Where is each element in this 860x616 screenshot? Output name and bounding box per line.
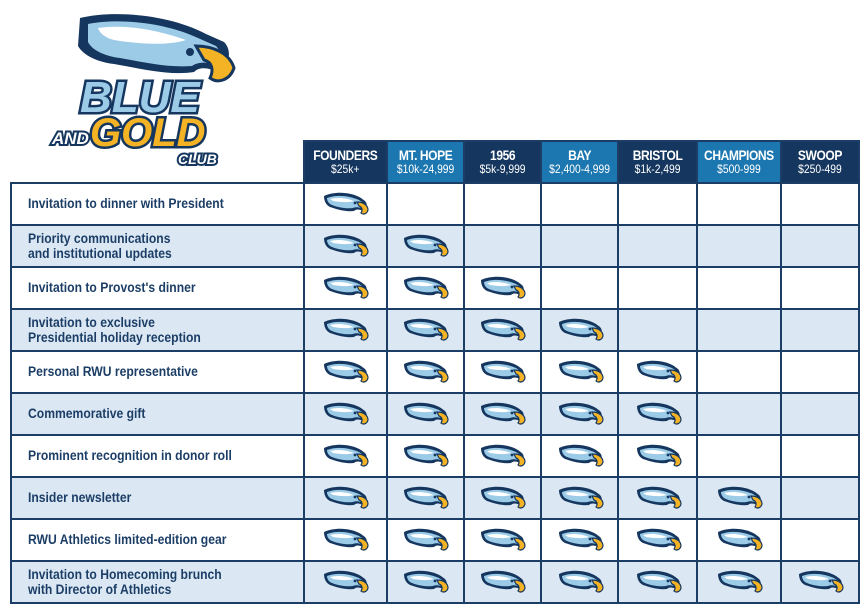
logo-text-and: AND xyxy=(52,129,89,148)
tier-cell xyxy=(781,393,859,435)
tier-cell xyxy=(387,183,464,225)
tier-range: $2,400-4,999 xyxy=(549,162,611,177)
tier-cell xyxy=(464,267,541,309)
eagle-head-icon xyxy=(321,358,369,386)
benefit-label-text xyxy=(28,196,224,211)
eagle-head-icon xyxy=(401,358,449,386)
benefit-label-text xyxy=(28,567,222,597)
tier-cell xyxy=(697,435,781,477)
benefit-label xyxy=(11,309,304,351)
tier-cell xyxy=(464,351,541,393)
eagle-head-icon xyxy=(478,442,526,470)
benefit-row xyxy=(11,561,859,603)
eagle-head-icon xyxy=(321,526,369,554)
eagle-head-icon xyxy=(556,400,604,428)
logo-text-gold: GOLD xyxy=(90,111,206,155)
tier-cell xyxy=(464,477,541,519)
tier-name: MT. HOPE xyxy=(398,146,452,163)
benefit-row xyxy=(11,351,859,393)
benefit-label xyxy=(11,267,304,309)
benefit-label-text xyxy=(28,532,226,547)
eagle-head-icon xyxy=(556,484,604,512)
tier-cell xyxy=(781,561,859,603)
tier-cell xyxy=(304,351,387,393)
tier-cell xyxy=(387,519,464,561)
tier-cell xyxy=(618,519,697,561)
benefit-label-line: Invitation to exclusive xyxy=(28,314,155,330)
tier-cell xyxy=(464,309,541,351)
benefit-label-line: Invitation to Provost's dinner xyxy=(28,280,196,296)
benefit-label-line: Personal RWU representative xyxy=(28,364,198,380)
eagle-head-icon xyxy=(321,568,369,596)
eagle-head-icon xyxy=(478,484,526,512)
tier-cell xyxy=(697,309,781,351)
eagle-head-icon xyxy=(401,316,449,344)
tier-cell xyxy=(618,561,697,603)
tier-name: 1956 xyxy=(489,146,515,163)
eagle-head-icon xyxy=(715,568,763,596)
tier-cell xyxy=(387,477,464,519)
tier-cell xyxy=(618,309,697,351)
tier-cell xyxy=(304,225,387,267)
benefit-label xyxy=(11,351,304,393)
tier-cell xyxy=(541,477,618,519)
eagle-head-icon xyxy=(634,442,682,470)
benefit-label-line: Presidential holiday reception xyxy=(28,330,201,345)
tier-cell xyxy=(541,519,618,561)
tier-cell xyxy=(697,267,781,309)
benefit-label-line: Insider newsletter xyxy=(28,490,132,506)
tier-cell xyxy=(618,477,697,519)
tier-name: CHAMPIONS xyxy=(704,146,775,163)
tier-header-bristol xyxy=(618,141,697,183)
benefit-row xyxy=(11,309,859,351)
tier-cell xyxy=(304,183,387,225)
tier-cell xyxy=(304,519,387,561)
tier-cell xyxy=(304,393,387,435)
eagle-head-icon xyxy=(634,358,682,386)
tier-cell xyxy=(697,393,781,435)
tier-cell xyxy=(697,561,781,603)
eagle-head-icon xyxy=(478,274,526,302)
eagle-head-icon xyxy=(321,442,369,470)
eagle-head-icon xyxy=(478,526,526,554)
eagle-head-icon xyxy=(401,568,449,596)
eagle-head-icon xyxy=(401,484,449,512)
eagle-head-icon xyxy=(556,358,604,386)
tier-cell xyxy=(697,519,781,561)
tier-cell xyxy=(618,351,697,393)
tier-cell xyxy=(541,183,618,225)
tier-cell xyxy=(618,225,697,267)
eagle-head-icon xyxy=(556,442,604,470)
tier-cell xyxy=(387,393,464,435)
tier-cell xyxy=(387,267,464,309)
benefit-row xyxy=(11,519,859,561)
eagle-head-icon xyxy=(401,442,449,470)
eagle-head-icon xyxy=(321,190,369,218)
benefit-label-line: with Director of Athletics xyxy=(28,582,172,597)
tier-range: $25k+ xyxy=(331,162,360,177)
benefit-label-line: and institutional updates xyxy=(28,246,172,261)
eagle-head-icon xyxy=(634,568,682,596)
tier-cell xyxy=(304,267,387,309)
benefit-label-line: Priority communications xyxy=(28,230,171,246)
tier-cell xyxy=(618,393,697,435)
eagle-head-icon xyxy=(715,484,763,512)
tier-cell xyxy=(541,561,618,603)
eagle-head-icon xyxy=(321,232,369,260)
benefit-label-text xyxy=(28,406,145,421)
tier-cell xyxy=(781,519,859,561)
benefit-label xyxy=(11,561,304,603)
tier-cell xyxy=(541,309,618,351)
benefit-label-text xyxy=(28,490,131,505)
eagle-head-icon xyxy=(634,484,682,512)
benefit-row xyxy=(11,183,859,225)
eagle-head-icon xyxy=(634,526,682,554)
tier-header-mt-hope xyxy=(387,141,464,183)
tier-cell xyxy=(618,183,697,225)
tier-cell xyxy=(387,561,464,603)
tier-cell xyxy=(618,435,697,477)
eagle-head-icon xyxy=(401,526,449,554)
tier-range: $500-999 xyxy=(717,162,762,177)
tier-cell xyxy=(781,435,859,477)
benefit-row xyxy=(11,267,859,309)
tier-cell xyxy=(387,225,464,267)
tier-cell xyxy=(304,309,387,351)
eagle-head-icon xyxy=(634,400,682,428)
tier-cell xyxy=(541,267,618,309)
tier-cell xyxy=(781,351,859,393)
benefit-label-line: Commemorative gift xyxy=(28,406,146,422)
eagle-head-icon xyxy=(478,400,526,428)
benefit-rows xyxy=(11,183,859,603)
benefit-label xyxy=(11,393,304,435)
tier-cell xyxy=(697,477,781,519)
tier-cell xyxy=(697,225,781,267)
eagle-head-icon xyxy=(478,358,526,386)
tier-cell xyxy=(781,183,859,225)
eagle-head-icon xyxy=(478,316,526,344)
tier-cell xyxy=(464,519,541,561)
tier-header-swoop xyxy=(781,141,859,183)
benefit-label-text xyxy=(28,231,172,261)
tier-header-row xyxy=(11,141,859,183)
tier-cell xyxy=(541,393,618,435)
logo-text-club: CLUB xyxy=(178,151,217,166)
tier-header-champions xyxy=(697,141,781,183)
eagle-head-icon xyxy=(478,568,526,596)
tier-cell xyxy=(697,351,781,393)
eagle-head-icon xyxy=(321,274,369,302)
benefit-label-text xyxy=(28,448,232,463)
benefit-label xyxy=(11,477,304,519)
benefit-label-line: Prominent recognition in donor roll xyxy=(28,448,232,464)
eagle-head-icon xyxy=(715,526,763,554)
benefit-label xyxy=(11,225,304,267)
tier-cell xyxy=(541,351,618,393)
benefit-label xyxy=(11,435,304,477)
tier-name: FOUNDERS xyxy=(313,146,378,163)
tier-cell xyxy=(304,561,387,603)
tier-cell xyxy=(781,477,859,519)
eagle-head-icon xyxy=(401,400,449,428)
tier-header-bay xyxy=(541,141,618,183)
tier-cell xyxy=(387,435,464,477)
eagle-head-icon xyxy=(796,568,844,596)
tier-range: $1k-2,499 xyxy=(634,162,681,177)
tier-range: $10k-24,999 xyxy=(396,162,454,177)
eagle-head-icon xyxy=(401,232,449,260)
tier-cell xyxy=(781,225,859,267)
tier-cell xyxy=(464,183,541,225)
hawk-mascot-logo xyxy=(78,14,234,81)
tier-header-1956 xyxy=(464,141,541,183)
eagle-head-icon xyxy=(321,400,369,428)
tier-cell xyxy=(464,393,541,435)
tier-cell xyxy=(541,225,618,267)
benefit-label-text xyxy=(28,280,196,295)
header-corner xyxy=(11,141,304,183)
tier-cell xyxy=(387,309,464,351)
tier-cell xyxy=(697,183,781,225)
tier-name: BAY xyxy=(568,146,592,163)
tier-name: SWOOP xyxy=(798,146,843,163)
tier-cell xyxy=(781,267,859,309)
benefit-label-line: Invitation to dinner with President xyxy=(28,196,224,212)
tier-cell xyxy=(304,477,387,519)
tier-cell xyxy=(464,561,541,603)
tier-header-founders xyxy=(304,141,387,183)
benefit-row xyxy=(11,225,859,267)
tier-cell xyxy=(781,309,859,351)
tier-cell xyxy=(304,435,387,477)
benefit-label-text xyxy=(28,315,201,345)
benefit-row xyxy=(11,435,859,477)
benefit-label-line: RWU Athletics limited-edition gear xyxy=(28,532,227,548)
eagle-head-icon xyxy=(556,526,604,554)
eagle-head-icon xyxy=(556,568,604,596)
tier-range: $5k-9,999 xyxy=(479,162,526,177)
eagle-head-icon xyxy=(321,316,369,344)
benefit-label-text xyxy=(28,364,198,379)
tier-cell xyxy=(464,435,541,477)
tier-cell xyxy=(541,435,618,477)
benefit-label xyxy=(11,183,304,225)
tier-name: BRISTOL xyxy=(632,146,683,163)
eagle-head-icon xyxy=(401,274,449,302)
eagle-head-icon xyxy=(321,484,369,512)
logo-text-blue: BLUE xyxy=(80,73,200,122)
tier-cell xyxy=(464,225,541,267)
tier-cell xyxy=(387,351,464,393)
eagle-head-icon xyxy=(556,316,604,344)
benefit-label-line: Invitation to Homecoming brunch xyxy=(28,566,222,582)
tier-range: $250-499 xyxy=(798,162,842,177)
tier-cell xyxy=(618,267,697,309)
benefit-row xyxy=(11,393,859,435)
benefit-label xyxy=(11,519,304,561)
benefits-table xyxy=(10,140,860,604)
benefit-row xyxy=(11,477,859,519)
